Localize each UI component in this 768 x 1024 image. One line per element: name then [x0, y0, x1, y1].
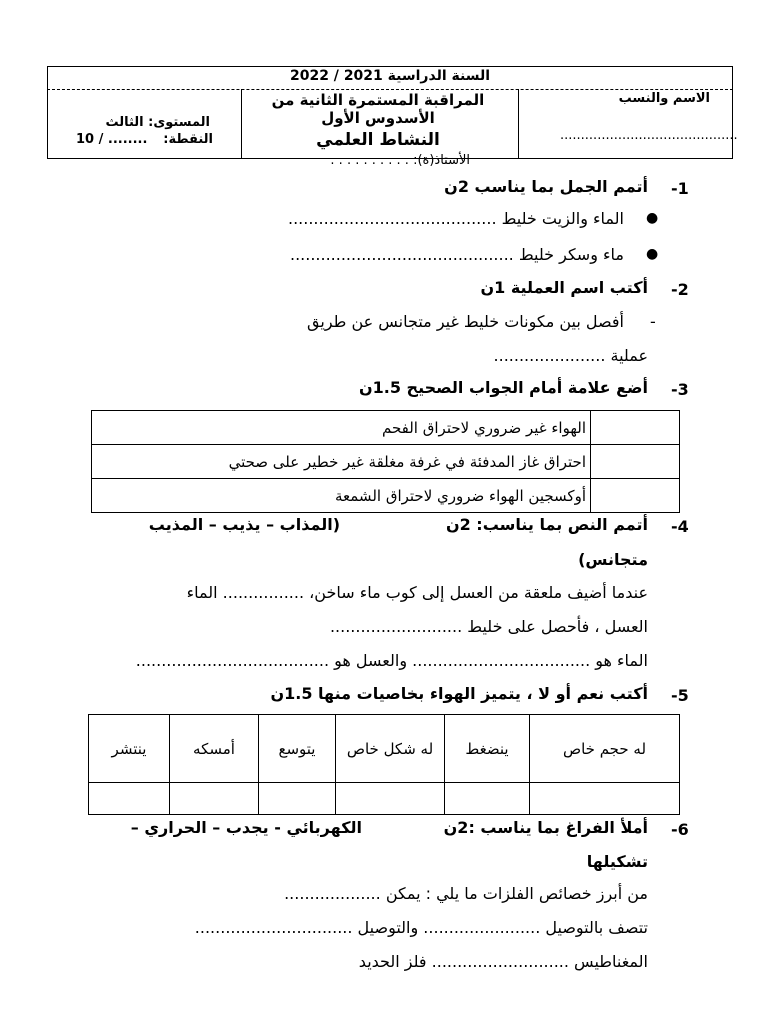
checkbox-cell[interactable]: [591, 445, 680, 479]
header-col-divider: [518, 89, 519, 159]
column-header: له حجم خاص: [530, 715, 680, 783]
subject-title: النشاط العلمي: [316, 130, 440, 150]
fill-line[interactable]: العسل ، فأحصل على خليط ..........................: [329, 617, 648, 636]
word-bank: تشكيلها: [586, 852, 648, 871]
answer-cell[interactable]: [259, 783, 336, 815]
word-bank: (المذاب – يذيب – المذيب: [148, 515, 340, 534]
fill-line[interactable]: ماء وسكر خليط ............................................: [289, 245, 624, 264]
question-number: -3: [671, 380, 689, 399]
fill-line[interactable]: الماء والزيت خليط .........................................: [288, 209, 624, 228]
question-number: -6: [671, 820, 689, 839]
question-title: أملأ الفراغ بما يناسب :2ن: [443, 818, 648, 837]
question-number: -2: [671, 280, 689, 299]
checkbox-cell[interactable]: [591, 411, 680, 445]
word-bank: الكهربائي - يجدب – الحراري –: [130, 818, 362, 837]
grade-value: 10 / ........: [76, 132, 148, 147]
statement-cell: احتراق غاز المدفئة في غرفة مغلقة غير خطير على صحتي: [92, 445, 591, 479]
question-number: -5: [671, 686, 689, 705]
name-field[interactable]: ...........................................: [560, 128, 738, 143]
column-header: له شكل خاص: [336, 715, 445, 783]
question-title: أضع علامة أمام الجواب الصحيح 1.5ن: [358, 378, 648, 397]
column-header: أمسكه: [170, 715, 259, 783]
level-label: المستوى: الثالث: [105, 115, 210, 130]
fill-line[interactable]: الماء هو ................................... والعسل هو ......................................: [135, 651, 648, 670]
question-title: أتمم الجمل بما يناسب 2ن: [444, 177, 648, 196]
fill-line[interactable]: المغناطيس ........................... فلز الحديد: [358, 952, 648, 971]
answer-cell[interactable]: [445, 783, 530, 815]
header-divider: [47, 89, 733, 90]
name-label: الاسم والنسب: [618, 91, 710, 106]
answer-table: [91, 410, 680, 513]
school-year: السنة الدراسية 2021 / 2022: [289, 68, 491, 84]
fill-line[interactable]: عملية ......................: [493, 346, 648, 365]
question-title: أتمم النص بما يناسب: 2ن: [445, 515, 648, 534]
answer-cell[interactable]: [170, 783, 259, 815]
fill-line[interactable]: تتصف بالتوصيل ....................... والتوصيل ...............................: [194, 918, 648, 937]
word-bank: متجانس): [578, 550, 648, 569]
exam-title-line: المراقبة المستمرة الثانية من: [271, 91, 485, 109]
answer-cell[interactable]: [336, 783, 445, 815]
question-number: -4: [671, 517, 689, 536]
dash-marker: -: [650, 312, 656, 331]
answer-cell[interactable]: [530, 783, 680, 815]
question-number: -1: [671, 179, 689, 198]
air-properties-table: [88, 714, 680, 815]
exam-title-line: الأسدوس الأول: [321, 109, 435, 127]
statement-cell: الهواء غير ضروري لاحتراق الفحم: [92, 411, 591, 445]
answer-cell[interactable]: [89, 783, 170, 815]
checkbox-cell[interactable]: [591, 479, 680, 513]
bullet-icon: ●: [646, 246, 659, 262]
column-header: ينتشر: [89, 715, 170, 783]
fill-line[interactable]: عندما أضيف ملعقة من العسل إلى كوب ماء ساخن، ................ الماء: [186, 583, 648, 602]
question-title: أكتب نعم أو لا ، يتميز الهواء بخاصيات منها 1.5ن: [270, 684, 648, 703]
text-line: أفصل بين مكونات خليط غير متجانس عن طريق: [307, 312, 624, 331]
teacher-field[interactable]: الأستاذ(ة): . . . . . . . . . .: [330, 153, 470, 168]
column-header: يتوسع: [259, 715, 336, 783]
question-title: أكتب اسم العملية 1ن: [480, 278, 648, 297]
exam-title: [243, 91, 513, 127]
grade-label: النقطة:: [163, 132, 213, 147]
statement-cell: أوكسجين الهواء ضروري لاحتراق الشمعة: [92, 479, 591, 513]
column-header: ينضغط: [445, 715, 530, 783]
fill-line[interactable]: من أبرز خصائص الفلزات ما يلي : يمكن ...................: [284, 884, 648, 903]
header-col-divider: [241, 89, 242, 159]
bullet-icon: ●: [646, 210, 659, 226]
